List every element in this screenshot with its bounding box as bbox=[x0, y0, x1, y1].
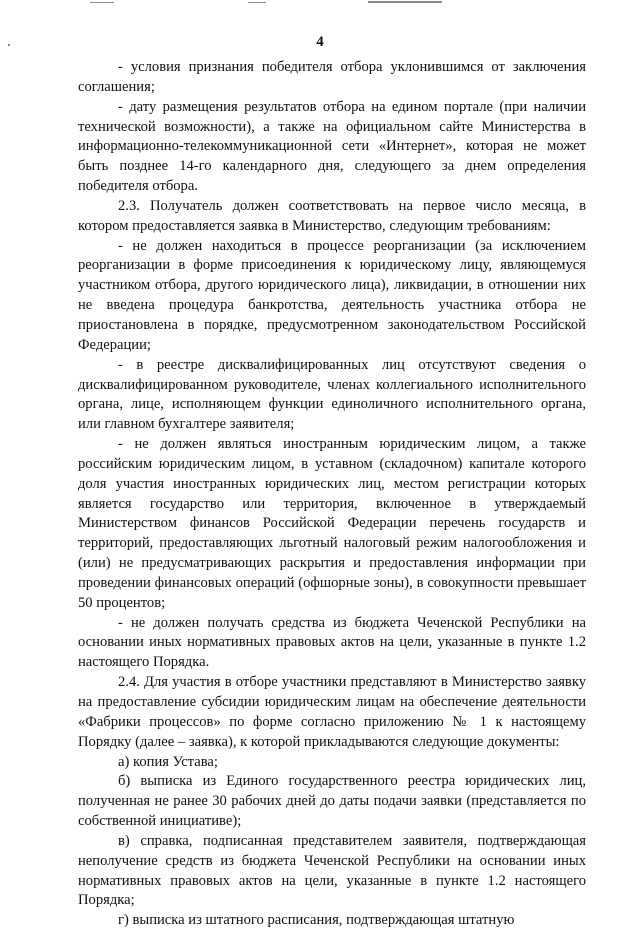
paragraph-results-publication-date: - дату размещения результатов отбора на едином портале (при наличии технической возможности), а также на официальном сайте Министерства в информационно-телекоммуникационной сети «Интернет», которая не может быть позднее 14-го календарного дня, следующего за днем определения победителя отбора. bbox=[78, 98, 586, 195]
paragraph-no-other-budget-funds: - не должен получать средства из бюджета Чеченской Республики на основании иных нормативных правовых актов на цели, указанные в пункте 1.2 настоящего Порядка. bbox=[78, 614, 586, 671]
paragraph-refusal-conditions: - условия признания победителя отбора уклонившимся от заключения соглашения; bbox=[78, 59, 586, 95]
list-item-egrul-extract: б) выписка из Единого государственного реестра юридических лиц, полученная не ранее 30 рабочих дней до даты подачи заявки (представляется по собственной инициативе); bbox=[78, 773, 586, 830]
scan-artifact-left bbox=[90, 2, 114, 3]
paragraph-not-foreign-entity: - не должен являться иностранным юридическим лицом, а также российским юридическим лицом, в уставном (складочном) капитале которого доля участия иностранных юридических лиц, местом регистрации которых является государство или территория, включенное в утверждаемый Министерством финансов Российской Федерации перечень государств и территорий, предоставляющих льготный налоговый режим налогообложения и (или) не предусматривающих раскрытия и предоставления информации при проведении финансовых операций (офшорные зоны), в совокупности превышает 50 процентов; bbox=[78, 436, 586, 611]
list-item-staff-schedule-extract: г) выписка из штатного расписания, подтверждающая штатную bbox=[118, 912, 515, 929]
paragraph-disqualified-persons: - в реестре дисквалифицированных лиц отсутствуют сведения о дисквалифицированном руководителе, членах коллегиального исполнительного органа, лице, исполняющем функции единоличного исполнительного органа, или главном бухгалтере заявителя; bbox=[78, 356, 586, 433]
scan-artifact-right bbox=[368, 1, 442, 3]
document-body bbox=[78, 58, 586, 931]
paragraph-2-3-requirements: 2.3. Получатель должен соответствовать на первое число месяца, в котором предоставляется заявка в Министерство, следующим требованиям: bbox=[78, 197, 586, 234]
list-item-charter-copy: а) копия Устава; bbox=[118, 753, 218, 770]
list-item-non-receipt-certificate: в) справка, подписанная представителем заявителя, подтверждающая неполучение средств из бюджета Чеченской Республики на основании иных нормативных правовых актов на цели, указанные в пункте 1.2 настоящего Порядка; bbox=[78, 832, 586, 909]
paragraph-2-4-application: 2.4. Для участия в отборе участники представляют в Министерство заявку на предоставление субсидии юридическим лицам на обеспечение деятельности «Фабрики процессов» по форме согласно приложению № 1 к настоящему Порядку (далее – заявка), к которой прикладываются следующие документы: bbox=[78, 674, 586, 750]
paragraph-no-reorganization: - не должен находиться в процессе реорганизации (за исключением реорганизации в форме присоединения к юридическому лицу, являющемуся участником отбора, другого юридического лица), ликвидации, в отношении них не введена процедура банкротства, деятельность участника отбора не приостановлена в порядке, предусмотренном законодательством Российской Федерации; bbox=[78, 237, 586, 353]
scan-artifact-center bbox=[248, 2, 266, 3]
page-number: 4 bbox=[316, 34, 324, 50]
